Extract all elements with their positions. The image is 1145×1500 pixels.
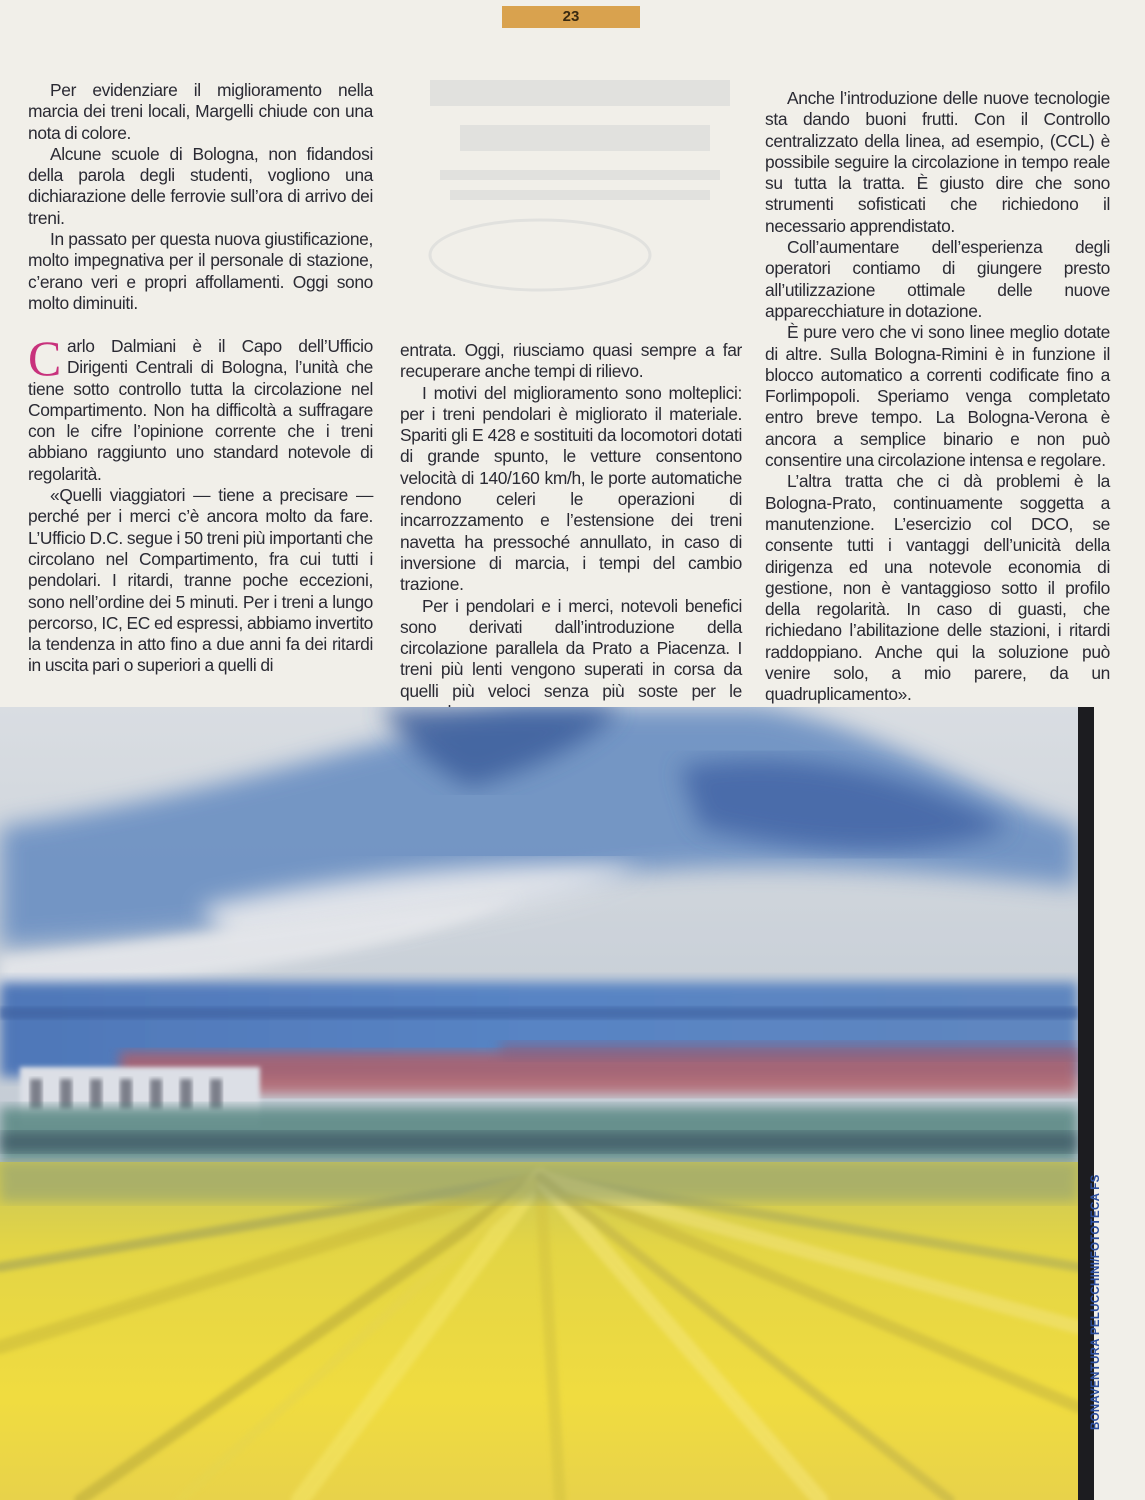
paragraph: L’altra tratta che ci dà problemi è la Bologna-Prato, continuamente soggetta a manutenzione. L’esercizio col DCO, se consente tutti i vantaggi dell’unicità della dirigenza ed una notevole economia di gestione, non è vantaggioso sotto il profilo della regolarità. In caso di guasti, che richiedano l’abilitazione delle stazioni, i ritardi raddoppiano. Anche qui la soluzione può venire solo, a mio parere, da un quadruplicamento». <box>765 471 1110 705</box>
paragraph: entrata. Oggi, riusciamo quasi sempre a far recuperare anche tempi di rilievo. <box>400 340 742 382</box>
paragraph <box>28 330 373 485</box>
page-number: 23 <box>502 6 640 28</box>
paragraph: In passato per questa nuova giustificazione, molto impegnativa per il personale di stazione, c’erano veri e propri affollamenti. Oggi sono molto diminuiti. <box>28 229 373 313</box>
drop-cap: C <box>28 330 61 386</box>
train-motion-photo <box>0 707 1078 1500</box>
column-3 <box>765 88 1110 706</box>
paragraph: È pure vero che vi sono linee meglio dotate di altre. Sulla Bologna-Rimini è in funzione il blocco automatico a correnti codificate fino a Forlimpopoli. Speriamo venga completato entro breve tempo. La Bologna-Verona è ancora a semplice binario e non può consentire una circolazione intensa e regolare. <box>765 322 1110 471</box>
paragraph: «Quelli viaggiatori — tiene a precisare — perché per i merci c’è ancora molto da fare. L’Ufficio D.C. segue i 50 treni più importanti che circolano nel Compartimento, fra cui tutti i pendolari. I ritardi, tranne poche eccezioni, sono nell’ordine dei 5 minuti. Per i treni a lungo percorso, IC, EC ed espressi, abbiamo invertito la tendenza in atto fino a due anni fa dei ritardi in uscita pari o superiori a quelli di <box>28 485 373 676</box>
paragraph: Anche l’introduzione delle nuove tecnologie sta dando buoni frutti. Con il Controllo centralizzato della linea, ad esempio, (CCL) è possibile seguire la circolazione in tempo reale su tutta la tratta. È giusto dire che sono strumenti sofisticati che richiedono il necessario apprendistato. <box>765 88 1110 236</box>
photo-credit: BONAVENTURA PELUCCHINI/FOTOTECA FS <box>1090 1174 1102 1430</box>
paragraph: Alcune scuole di Bologna, non fidandosi della parola degli studenti, vogliono una dichiarazione delle ferrovie sull’ora di arrivo dei treni. <box>28 143 373 228</box>
paragraph: Per evidenziare il miglioramento nella marcia dei treni locali, Margelli chiude con una nota di colore. <box>28 80 373 143</box>
paragraph: Per i pendolari e i merci, notevoli benefici sono derivati dall’introduzione della circolazione parallela da Prato a Piacenza. I treni più lenti vengono superati in corsa da quelli più veloci senza più soste per le <box>400 595 742 701</box>
photo-image <box>0 707 1078 1500</box>
column-1-interview <box>28 330 373 677</box>
show-through-ghost <box>420 40 750 300</box>
paragraph: Coll’aumentare dell’esperienza degli operatori contiamo di giungere presto all’utilizzazione ottimale delle nuove apparecchiature in dotazione. <box>765 237 1110 321</box>
column-2 <box>400 340 742 723</box>
column-1-top <box>28 80 373 314</box>
paragraph-text: arlo Dalmiani è il Capo dell’Ufficio Dirigenti Centrali di Bologna, l’unità che tiene sotto controllo tutta la circolazione nel Compartimento. Non ha difficoltà a suffragare con le cifre l’opinione corrente che i treni abbiano raggiunto uno standard notevole di regolarità. <box>28 336 373 484</box>
paragraph: I motivi del miglioramento sono molteplici: per i treni pendolari è migliorato il materiale. Spariti gli E 428 e sostituiti da locomotori dotati di grande spunto, le vetture consentono velocità di 140/160 km/h, le porte automatiche rendono celeri le operazioni di incarrozzamento e l’estensione dei treni navetta ha pressoché annullato, in caso di inversione di marcia, i tempi del cambio trazione. <box>400 382 742 595</box>
